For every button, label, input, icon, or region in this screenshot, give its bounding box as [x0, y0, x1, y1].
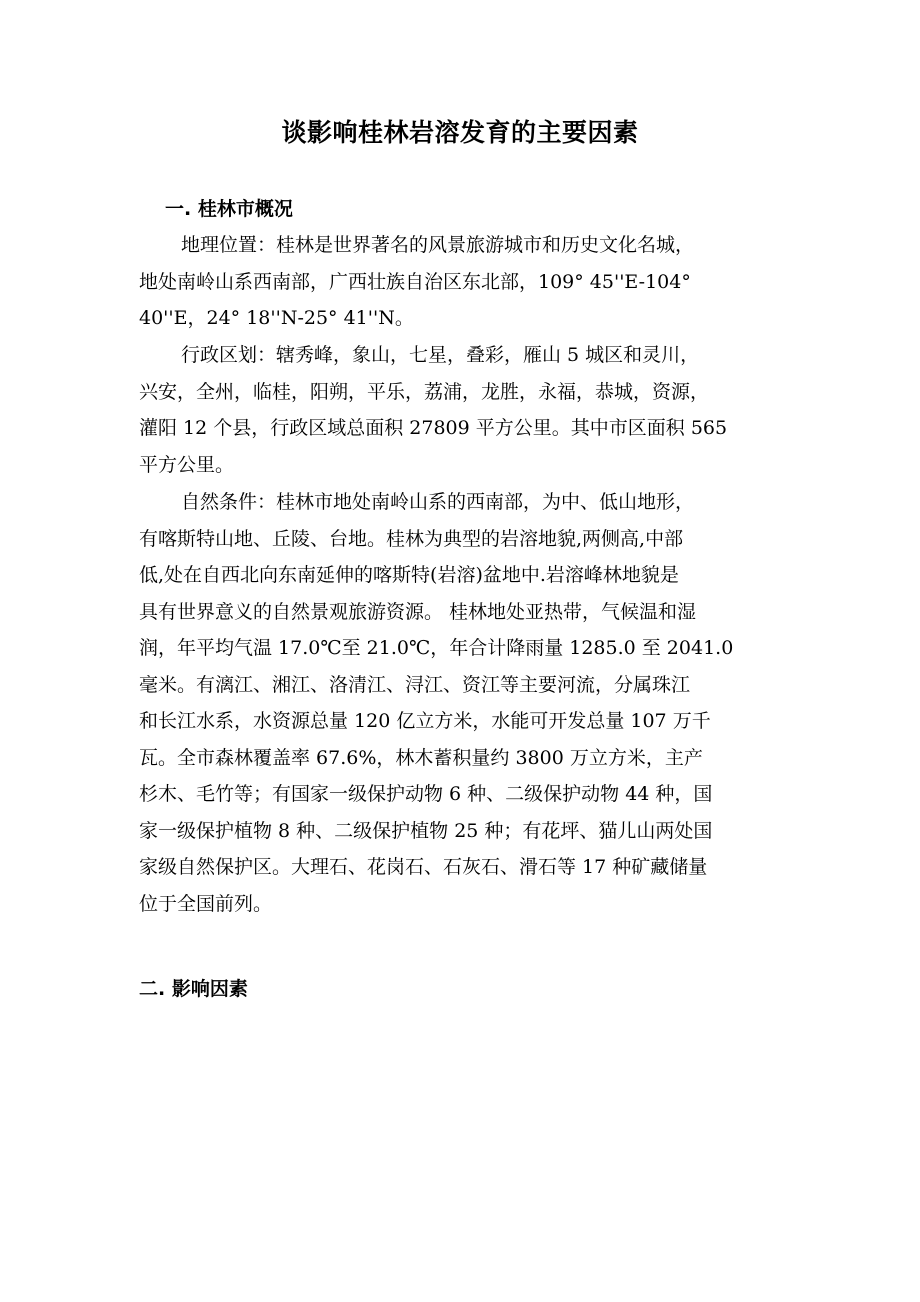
- text-line: 行政区划：辖秀峰，象山，七星，叠彩，雁山 5 城区和灵川，: [181, 344, 700, 366]
- text-line: 瓦。全市森林覆盖率 67.6%，林木蓄积量约 3800 万立方米，主产: [139, 746, 703, 769]
- text-line: 和长江水系，水资源总量 120 亿立方米，水能可开发总量 107 万千: [139, 710, 711, 732]
- text-line: 兴安，全州，临桂，阳朔，平乐，荔浦，龙胜，永福，恭城，资源，: [139, 380, 710, 403]
- text-line: 地处南岭山系西南部，广西壮族自治区东北部，109° 45''E-104°: [139, 270, 691, 293]
- text-line: 自然条件：桂林市地处南岭山系的西南部，为中、低山地形，: [181, 491, 695, 513]
- text-line: 40''E，24° 18''N-25° 41''N。: [139, 307, 414, 329]
- text-line: 低,处在自西北向东南延伸的喀斯特(岩溶)盆地中.岩溶峰林地貌是: [139, 564, 679, 586]
- text-line: 具有世界意义的自然景观旅游资源。 桂林地处亚热带，气候温和湿: [139, 600, 697, 623]
- text-line: 地理位置：桂林是世界著名的风景旅游城市和历史文化名城，: [181, 234, 695, 256]
- text-line: 有喀斯特山地、丘陵、台地。桂林为典型的岩溶地貌,两侧高,中部: [139, 527, 684, 550]
- text-line: 平方公里。: [139, 453, 235, 476]
- text-line: 家级自然保护区。大理石、花岗石、石灰石、滑石等 17 种矿藏储量: [139, 856, 708, 878]
- document-title: 谈影响桂林岩溶发育的主要因素: [281, 118, 639, 147]
- paragraph-location: [139, 227, 781, 337]
- text-line: 位于全国前列。: [139, 892, 273, 915]
- paragraph-administrative: [139, 337, 781, 483]
- text-line: 灌阳 12 个县，行政区域总面积 27809 平方公里。其中市区面积 565: [139, 417, 728, 439]
- section-heading-factors: 二. 影响因素: [139, 978, 248, 1000]
- section-heading-overview: 一. 桂林市概况: [165, 198, 293, 220]
- text-line: 润，年平均气温 17.0℃至 21.0℃，年合计降雨量 1285.0 至 2041.0: [139, 637, 734, 659]
- paragraph-natural-conditions: [139, 484, 781, 922]
- text-line: 毫米。有漓江、湘江、洛清江、浔江、资江等主要河流，分属珠江: [139, 673, 691, 696]
- text-line: 杉木、毛竹等；有国家一级保护动物 6 种、二级保护动物 44 种，国: [139, 783, 713, 805]
- text-line: 家一级保护植物 8 种、二级保护植物 25 种；有花坪、猫儿山两处国: [139, 819, 713, 842]
